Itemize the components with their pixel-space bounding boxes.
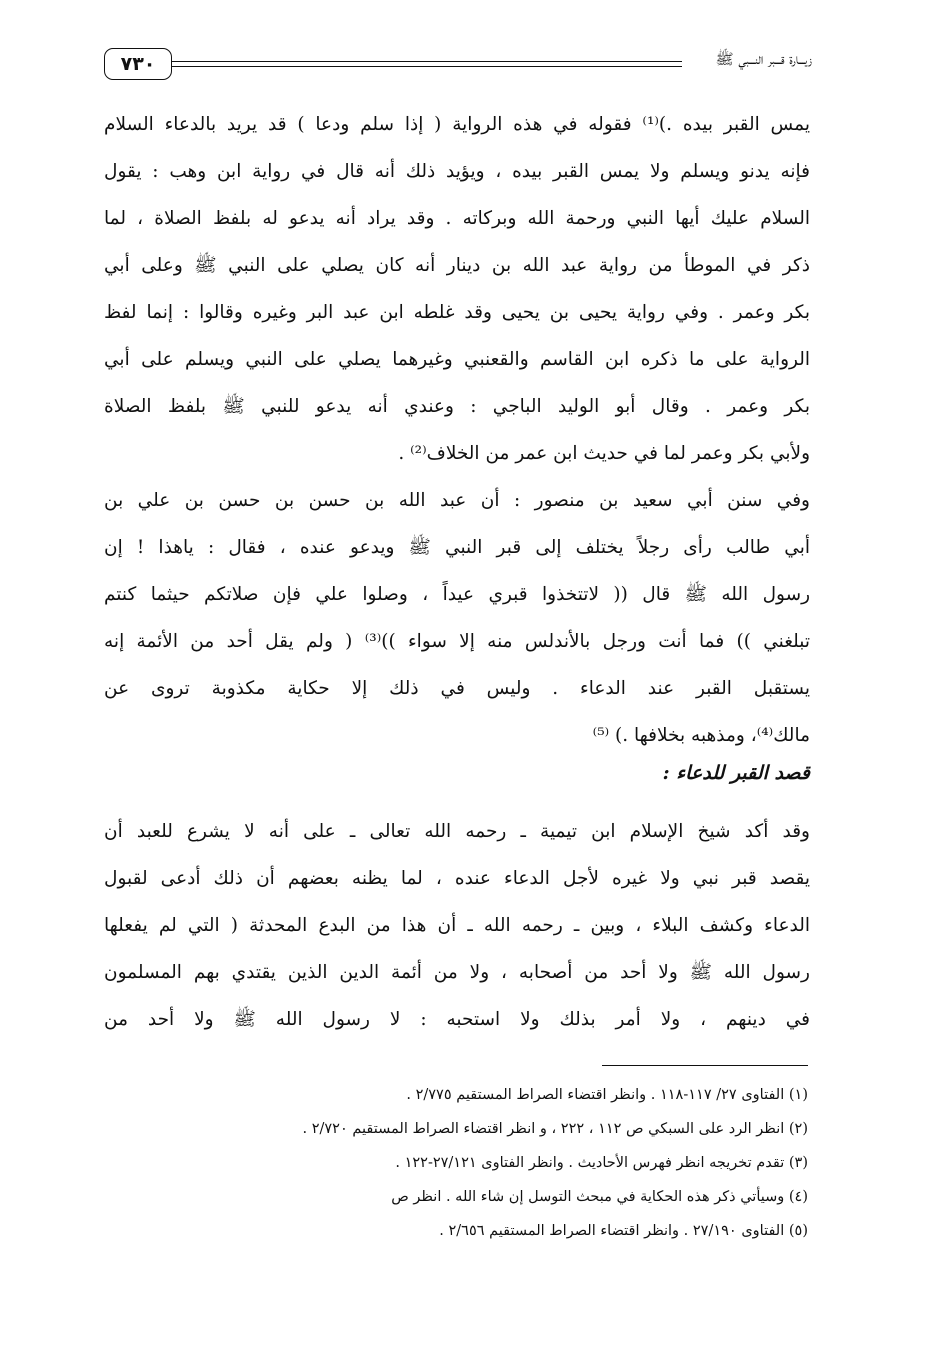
section-heading: قصد القبر للدعاء : [662,762,810,784]
text-line: فإنه يدنو ويسلم ولا يمس القبر بيده ، ويؤيد ذلك أنه قال في رواية ابن وهب : يقول [104,161,810,182]
text-line: يمس القبر بيده .)⁽¹⁾ فقوله في هذه الرواية ( إذا سلم ودعا ) قد يريد بالدعاء السلام [104,114,810,135]
text-line: الدعاء وكشف البلاء ، وبين ـ رحمه الله ـ أن هذا من البدع المحدثة ( التي لم يفعلها [104,915,810,936]
text-line: بكر وعمر . وفي رواية يحيى بن يحيى وقد غلطه ابن عبد البر وغيره وقالوا : إنما لفظ [104,302,810,323]
text-line: رسول الله ﷺ ولا أحد من أصحابه ، ولا من أئمة الدين الذين يقتدي بهم المسلمون [104,962,810,983]
text-line: مالك⁽⁴⁾، ومذهبه بخلافها .) ⁽⁵⁾ [592,725,810,746]
text-line: السلام عليك أيها النبي ورحمة الله وبركاته . وقد يراد أنه يدعو له بلفظ الصلاة ، لما [104,208,810,229]
text-line: ولأبي بكر وعمر لما في حديث ابن عمر من الخلاف⁽²⁾ . [398,443,810,464]
footnote-2: (٢) انظر الرد على السبكي ص ١١٢ ، ٢٢٢ ، و انظر اقتضاء الصراط المستقيم ٢/٧٢٠ . [302,1121,808,1137]
footnote-separator [602,1065,808,1066]
footnotes [104,1078,808,1248]
text-line: ذكر في الموطأ من رواية عبد الله بن دينار أنه كان يصلي على النبي ﷺ وعلى أبي [104,255,810,276]
text-line: وفي سنن أبي سعيد بن منصور : أن عبد الله بن حسن بن حسن بن علي بن [104,490,810,511]
text-line: رسول الله ﷺ قال (( لاتتخذوا قبري عيداً ، وصلوا علي فإن صلاتكم حيثما كنتم [104,584,810,605]
running-title: زيـــارة قـــبر النـــبي ﷺ [709,50,812,72]
footnote-3: (٣) تقدم تخريجه انظر فهرس الأحاديث . وانظر الفتاوى ٢٧/١٢١-١٢٢ . [395,1155,808,1171]
footnote-4: (٤) وسيأتي ذكر هذه الحكاية في مبحث التوسل إن شاء الله . انظر ص [391,1189,808,1205]
body-paragraphs-bottom [104,808,810,1043]
header-rule-top [172,61,682,62]
page-header [104,46,812,86]
text-line: الرواية على ما ذكره ابن القاسم والقعنبي وغيرهما يصلي على النبي ويسلم على أبي [104,349,810,370]
footnote-1: (١) الفتاوى ٢٧/ ١١٧-١١٨ . وانظر اقتضاء الصراط المستقيم ٢/٧٧٥ . [406,1087,808,1103]
text-line: تبلغني )) فما أنت ورجل بالأندلس منه إلا سواء ))⁽³⁾ ( ولم يقل أحد من الأئمة إنه [104,631,810,652]
header-rule-bottom [172,66,682,67]
text-line: وقد أكد شيخ الإسلام ابن تيمية ـ رحمه الله تعالى ـ على أنه لا يشرع للعبد أن [104,821,810,842]
text-line: أبي طالب رأى رجلاً يختلف إلى قبر النبي ﷺ ويدعو عنده ، فقال : ياهذا ! إن [104,537,810,558]
text-line: يقصد قبر نبي ولا غيره لأجل الدعاء عنده ، لما يظنه بعضهم أن ذلك أدعى لقبول [104,868,810,889]
body-paragraphs-top [104,101,810,759]
text-line: يستقبل القبر عند الدعاء . وليس في ذلك إلا حكاية مكذوبة تروى عن [104,678,810,699]
page-number: ٧٣٠ [104,48,172,80]
footnote-5: (٥) الفتاوى ٢٧/١٩٠ . وانظر اقتضاء الصراط المستقيم ٢/٦٥٦ . [439,1223,808,1239]
text-line: في دينهم ، ولا أمر بذلك ولا استحبه : لا رسول الله ﷺ ولا أحد من [104,1009,810,1030]
text-line: بكر وعمر . وقال أبو الوليد الباجي : وعندي أنه يدعو للنبي ﷺ بلفظ الصلاة [104,396,810,417]
